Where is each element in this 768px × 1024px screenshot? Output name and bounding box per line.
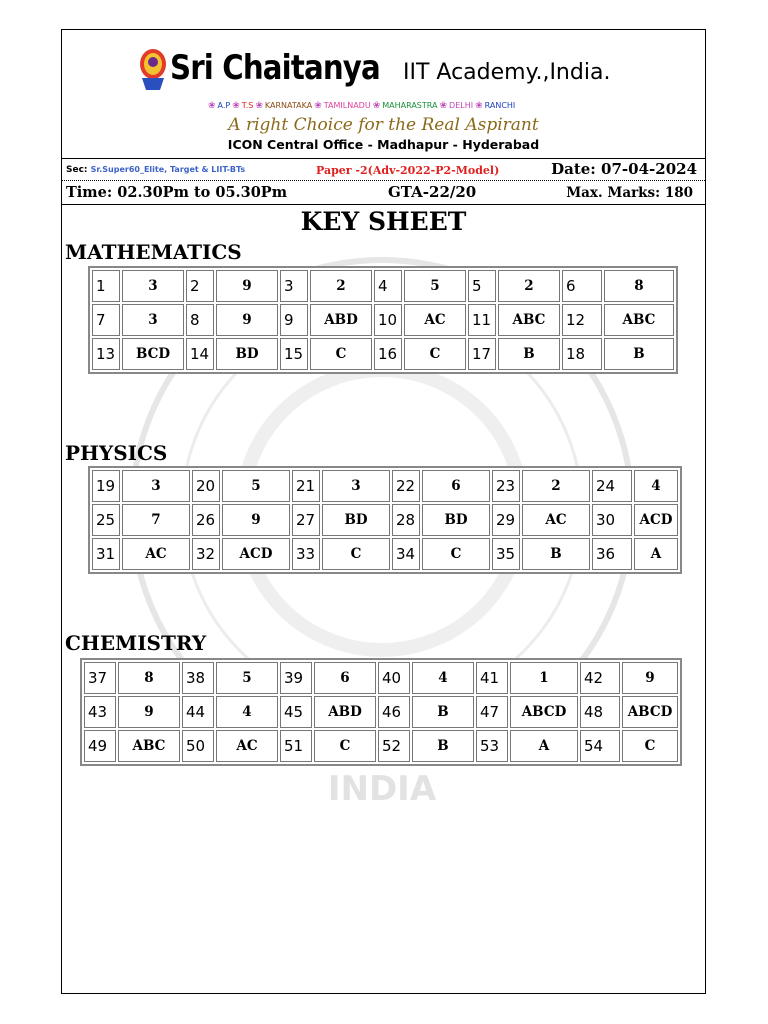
- question-number: 12: [562, 304, 602, 336]
- table-row: [84, 696, 678, 728]
- question-number: 43: [84, 696, 116, 728]
- answer-cell: A: [634, 538, 678, 570]
- max-marks: Max. Marks: 180: [566, 185, 693, 201]
- question-number: 18: [562, 338, 602, 370]
- subject-heading: MATHEMATICS: [65, 240, 242, 264]
- answer-cell: C: [404, 338, 466, 370]
- question-number: 45: [280, 696, 312, 728]
- answer-cell: 5: [216, 662, 278, 694]
- answer-cell: 6: [422, 470, 490, 502]
- brand: [170, 48, 611, 88]
- question-number: 51: [280, 730, 312, 762]
- question-number: 23: [492, 470, 520, 502]
- question-number: 41: [476, 662, 508, 694]
- question-number: 39: [280, 662, 312, 694]
- answer-cell: B: [522, 538, 590, 570]
- page-frame: [61, 29, 706, 994]
- question-number: 11: [468, 304, 496, 336]
- gta-code: GTA-22/20: [388, 183, 477, 201]
- brand-suffix: IIT Academy.,India.: [403, 60, 611, 85]
- question-number: 10: [374, 304, 402, 336]
- office-address: ICON Central Office - Madhapur - Hyderabad: [227, 137, 540, 152]
- page-title: KEY SHEET: [300, 207, 467, 236]
- answer-cell: 3: [122, 270, 184, 302]
- question-number: 52: [378, 730, 410, 762]
- flower-icon: ❀: [232, 101, 240, 111]
- answer-cell: ABCD: [622, 696, 678, 728]
- question-number: 50: [182, 730, 214, 762]
- answer-cell: 6: [314, 662, 376, 694]
- question-number: 3: [280, 270, 308, 302]
- question-number: 17: [468, 338, 496, 370]
- flower-icon: ❀: [475, 101, 483, 111]
- answer-cell: AC: [216, 730, 278, 762]
- answer-cell: AC: [404, 304, 466, 336]
- question-number: 25: [92, 504, 120, 536]
- question-number: 21: [292, 470, 320, 502]
- watermark-text: INDIA: [327, 769, 437, 809]
- answer-cell: C: [622, 730, 678, 762]
- question-number: 37: [84, 662, 116, 694]
- table-row: [92, 270, 674, 302]
- flower-icon: ❀: [314, 101, 322, 111]
- answer-cell: ABCD: [510, 696, 578, 728]
- answer-cell: 9: [216, 270, 278, 302]
- divider: [62, 180, 705, 181]
- answer-cell: 8: [118, 662, 180, 694]
- question-number: 9: [280, 304, 308, 336]
- flower-icon: ❀: [255, 101, 263, 111]
- question-number: 38: [182, 662, 214, 694]
- question-number: 6: [562, 270, 602, 302]
- question-number: 27: [292, 504, 320, 536]
- question-number: 1: [92, 270, 120, 302]
- question-number: 53: [476, 730, 508, 762]
- paper-info: Paper -2(Adv-2022-P2-Model): [316, 164, 500, 177]
- question-number: 40: [378, 662, 410, 694]
- divider: [62, 158, 705, 159]
- answer-cell: B: [412, 696, 474, 728]
- question-number: 30: [592, 504, 632, 536]
- answer-cell: C: [422, 538, 490, 570]
- state-name: A.P: [217, 101, 231, 110]
- question-number: 54: [580, 730, 620, 762]
- answer-cell: 9: [222, 504, 290, 536]
- question-number: 20: [192, 470, 220, 502]
- subject-heading: CHEMISTRY: [65, 631, 207, 655]
- question-number: 5: [468, 270, 496, 302]
- answer-cell: 2: [522, 470, 590, 502]
- question-number: 13: [92, 338, 120, 370]
- question-number: 34: [392, 538, 420, 570]
- section-value: Sr.Super60_Elite, Target & LIIT-BTs: [90, 165, 246, 174]
- question-number: 35: [492, 538, 520, 570]
- answer-cell: B: [498, 338, 560, 370]
- question-number: 14: [186, 338, 214, 370]
- state-name: KARNATAKA: [264, 101, 313, 110]
- brand-name: Sri Chaitanya: [170, 48, 380, 88]
- table-row: [92, 338, 674, 370]
- answer-cell: 5: [222, 470, 290, 502]
- question-number: 42: [580, 662, 620, 694]
- answer-cell: C: [314, 730, 376, 762]
- question-number: 22: [392, 470, 420, 502]
- question-number: 49: [84, 730, 116, 762]
- answer-cell: BD: [216, 338, 278, 370]
- question-number: 29: [492, 504, 520, 536]
- exam-date: Date: 07-04-2024: [551, 160, 697, 178]
- question-number: 7: [92, 304, 120, 336]
- state-name: TAMILNADU: [323, 101, 371, 110]
- section-info: [66, 165, 245, 175]
- answer-cell: 4: [216, 696, 278, 728]
- table-row: [84, 730, 678, 762]
- answer-cell: BD: [322, 504, 390, 536]
- table-row: [84, 662, 678, 694]
- question-number: 33: [292, 538, 320, 570]
- flower-icon: ❀: [372, 101, 381, 111]
- question-number: 2: [186, 270, 214, 302]
- answer-cell: 3: [122, 304, 184, 336]
- flower-icon: ❀: [208, 101, 216, 111]
- answer-cell: C: [310, 338, 372, 370]
- question-number: 8: [186, 304, 214, 336]
- table-row: [92, 304, 674, 336]
- question-number: 47: [476, 696, 508, 728]
- question-number: 31: [92, 538, 120, 570]
- answer-cell: BD: [422, 504, 490, 536]
- answer-cell: 4: [634, 470, 678, 502]
- states-list: [206, 101, 515, 111]
- question-number: 44: [182, 696, 214, 728]
- answer-key-table: [88, 266, 678, 374]
- section-label: Sec:: [66, 165, 88, 175]
- answer-cell: B: [412, 730, 474, 762]
- question-number: 15: [280, 338, 308, 370]
- question-number: 46: [378, 696, 410, 728]
- divider: [62, 204, 705, 205]
- answer-key-table: [80, 658, 682, 766]
- answer-cell: 9: [216, 304, 278, 336]
- answer-cell: A: [510, 730, 578, 762]
- question-number: 26: [192, 504, 220, 536]
- answer-key-table: [88, 466, 682, 574]
- answer-cell: ACD: [634, 504, 678, 536]
- state-name: DELHI: [449, 101, 474, 110]
- answer-cell: 8: [604, 270, 674, 302]
- answer-cell: C: [322, 538, 390, 570]
- answer-cell: 7: [122, 504, 190, 536]
- answer-cell: AC: [522, 504, 590, 536]
- academy-logo-icon: [138, 48, 168, 92]
- question-number: 24: [592, 470, 632, 502]
- table-row: [92, 504, 678, 536]
- question-number: 4: [374, 270, 402, 302]
- question-number: 32: [192, 538, 220, 570]
- question-number: 19: [92, 470, 120, 502]
- answer-cell: B: [604, 338, 674, 370]
- subject-heading: PHYSICS: [65, 441, 168, 465]
- answer-cell: 1: [510, 662, 578, 694]
- answer-cell: AC: [122, 538, 190, 570]
- flower-icon: ❀: [439, 101, 448, 111]
- tagline: A right Choice for the Real Aspirant: [228, 115, 539, 135]
- table-row: [92, 538, 678, 570]
- answer-cell: 2: [310, 270, 372, 302]
- answer-cell: 3: [322, 470, 390, 502]
- state-name: MAHARASTRA: [382, 101, 438, 110]
- answer-cell: ACD: [222, 538, 290, 570]
- answer-cell: ABD: [310, 304, 372, 336]
- answer-cell: 4: [412, 662, 474, 694]
- answer-cell: ABC: [604, 304, 674, 336]
- question-number: 36: [592, 538, 632, 570]
- answer-cell: ABD: [314, 696, 376, 728]
- answer-cell: ABC: [498, 304, 560, 336]
- question-number: 16: [374, 338, 402, 370]
- answer-cell: ABC: [118, 730, 180, 762]
- answer-cell: 3: [122, 470, 190, 502]
- question-number: 48: [580, 696, 620, 728]
- answer-cell: 9: [118, 696, 180, 728]
- answer-cell: 9: [622, 662, 678, 694]
- table-row: [92, 470, 678, 502]
- state-name: T.S: [241, 101, 254, 110]
- answer-cell: BCD: [122, 338, 184, 370]
- state-name: RANCHI: [484, 101, 516, 110]
- question-number: 28: [392, 504, 420, 536]
- answer-cell: 5: [404, 270, 466, 302]
- answer-cell: 2: [498, 270, 560, 302]
- header: [62, 30, 705, 205]
- exam-time: Time: 02.30Pm to 05.30Pm: [66, 184, 288, 201]
